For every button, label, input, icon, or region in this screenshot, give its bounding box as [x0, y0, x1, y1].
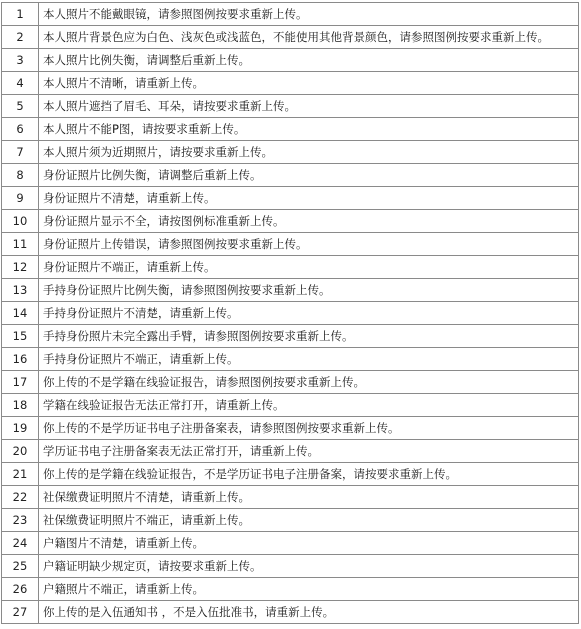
table-row	[2, 3, 579, 26]
table-row	[2, 440, 579, 463]
row-message: 社保缴费证明照片不清楚，请重新上传。	[39, 486, 579, 509]
table-body	[2, 3, 579, 624]
row-number: 20	[2, 440, 39, 463]
row-message: 本人照片比例失衡，请调整后重新上传。	[39, 49, 579, 72]
table-row	[2, 578, 579, 601]
table-row	[2, 302, 579, 325]
row-message: 你上传的不是学历证书电子注册备案表，请参照图例按要求重新上传。	[39, 417, 579, 440]
table-row	[2, 118, 579, 141]
row-number: 15	[2, 325, 39, 348]
row-message: 学籍在线验证报告无法正常打开，请重新上传。	[39, 394, 579, 417]
table-row	[2, 187, 579, 210]
row-number: 26	[2, 578, 39, 601]
table-row	[2, 210, 579, 233]
row-number: 24	[2, 532, 39, 555]
table-row	[2, 256, 579, 279]
row-number: 10	[2, 210, 39, 233]
row-number: 2	[2, 26, 39, 49]
row-message: 本人照片不能戴眼镜，请参照图例按要求重新上传。	[39, 3, 579, 26]
row-message: 本人照片须为近期照片，请按要求重新上传。	[39, 141, 579, 164]
row-message: 社保缴费证明照片不端正，请重新上传。	[39, 509, 579, 532]
row-message: 户籍证明缺少规定页，请按要求重新上传。	[39, 555, 579, 578]
table-row	[2, 555, 579, 578]
table-row	[2, 233, 579, 256]
row-number: 11	[2, 233, 39, 256]
row-message: 户籍图片不清楚，请重新上传。	[39, 532, 579, 555]
table-row	[2, 394, 579, 417]
table-row	[2, 141, 579, 164]
row-number: 3	[2, 49, 39, 72]
row-message: 户籍照片不端正，请重新上传。	[39, 578, 579, 601]
row-message: 本人照片不能P图，请按要求重新上传。	[39, 118, 579, 141]
row-message: 你上传的不是学籍在线验证报告，请参照图例按要求重新上传。	[39, 371, 579, 394]
row-number: 13	[2, 279, 39, 302]
table-row	[2, 26, 579, 49]
row-number: 12	[2, 256, 39, 279]
table-row	[2, 532, 579, 555]
row-message: 身份证照片上传错误，请参照图例按要求重新上传。	[39, 233, 579, 256]
table-row	[2, 72, 579, 95]
table-row	[2, 164, 579, 187]
row-number: 25	[2, 555, 39, 578]
row-message: 本人照片背景色应为白色、浅灰色或浅蓝色，不能使用其他背景颜色，请参照图例按要求重新上传。	[39, 26, 579, 49]
row-number: 4	[2, 72, 39, 95]
row-number: 14	[2, 302, 39, 325]
row-message: 手持身份证照片比例失衡，请参照图例按要求重新上传。	[39, 279, 579, 302]
table-row	[2, 601, 579, 624]
row-message: 手持身份证照片不清楚，请重新上传。	[39, 302, 579, 325]
table-row	[2, 348, 579, 371]
row-message: 学历证书电子注册备案表无法正常打开，请重新上传。	[39, 440, 579, 463]
table-row	[2, 486, 579, 509]
row-message: 身份证照片不清楚，请重新上传。	[39, 187, 579, 210]
table-row	[2, 463, 579, 486]
table-row	[2, 325, 579, 348]
row-number: 18	[2, 394, 39, 417]
table-row	[2, 417, 579, 440]
row-number: 6	[2, 118, 39, 141]
row-number: 9	[2, 187, 39, 210]
row-number: 1	[2, 3, 39, 26]
row-number: 7	[2, 141, 39, 164]
table-row	[2, 95, 579, 118]
row-message: 本人照片不清晰，请重新上传。	[39, 72, 579, 95]
row-message: 本人照片遮挡了眉毛、耳朵，请按要求重新上传。	[39, 95, 579, 118]
row-number: 16	[2, 348, 39, 371]
table-row	[2, 49, 579, 72]
row-message: 身份证照片显示不全，请按图例标准重新上传。	[39, 210, 579, 233]
table-row	[2, 509, 579, 532]
row-message: 你上传的是入伍通知书 ，不是入伍批准书，请重新上传。	[39, 601, 579, 624]
row-number: 23	[2, 509, 39, 532]
row-number: 5	[2, 95, 39, 118]
row-message: 身份证照片比例失衡，请调整后重新上传。	[39, 164, 579, 187]
table-row	[2, 371, 579, 394]
row-message: 你上传的是学籍在线验证报告，不是学历证书电子注册备案，请按要求重新上传。	[39, 463, 579, 486]
row-number: 22	[2, 486, 39, 509]
row-number: 17	[2, 371, 39, 394]
row-number: 27	[2, 601, 39, 624]
row-number: 8	[2, 164, 39, 187]
row-message: 手持身份证照片不端正，请重新上传。	[39, 348, 579, 371]
row-message: 身份证照片不端正，请重新上传。	[39, 256, 579, 279]
table-row	[2, 279, 579, 302]
row-message: 手持身份照片未完全露出手臂，请参照图例按要求重新上传。	[39, 325, 579, 348]
rejection-reasons-table	[1, 2, 579, 624]
row-number: 19	[2, 417, 39, 440]
row-number: 21	[2, 463, 39, 486]
